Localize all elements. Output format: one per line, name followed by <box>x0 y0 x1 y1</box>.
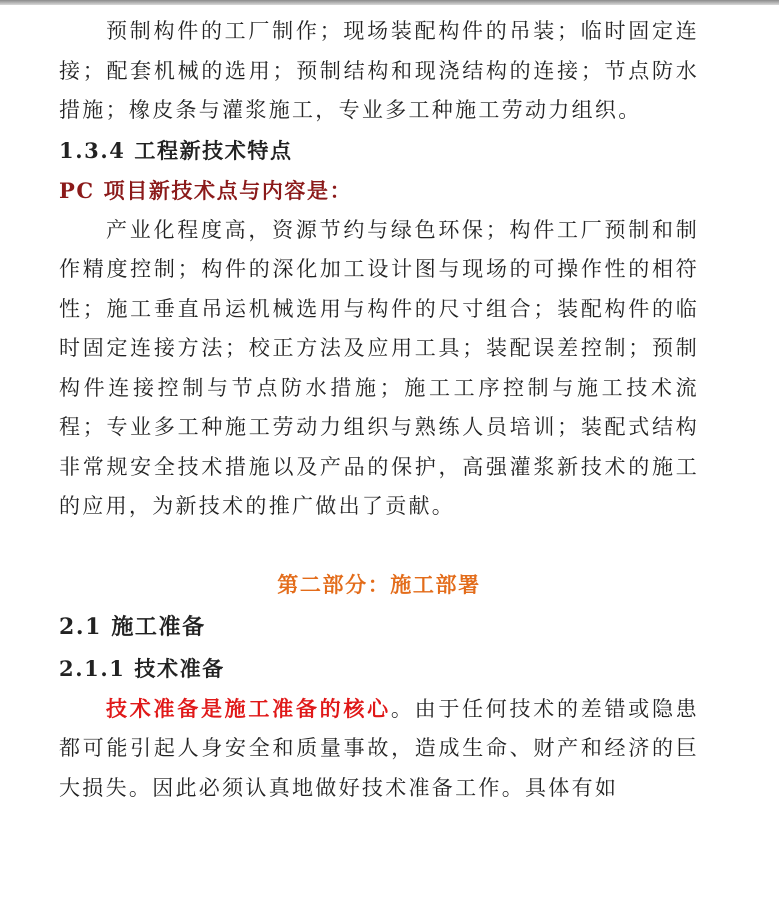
tech-prep-emphasis: 技术准备是施工准备的核心 <box>106 695 391 721</box>
heading-2-1: 2.1 施工准备 <box>59 613 206 640</box>
pc-new-tech-paragraph: 产业化程度高，资源节约与绿色环保；构件工厂预制和制作精度控制；构件的深化加工设计图与现场的可操作性的相符性；施工垂直吊运机械选用与构件的尺寸组合；装配构件的临时固定连接方法；校正方法及应用工具；装配误差控制；预制构件连接控制与节点防水措施；施工工序控制与施工技术流程；专业多工种施工劳动力组织与熟练人员培训；装配式结构非常规安全技术措施以及产品的保护，高强灌浆新技术的施工的应用，为新技术的推广做出了贡献。 <box>59 217 699 518</box>
continued-paragraph: 预制构件的工厂制作；现场装配构件的吊装；临时固定连接；配套机械的选用；预制结构和现浇结构的连接；节点防水措施；橡皮条与灌浆施工，专业多工种施工劳动力组织。 <box>59 19 699 122</box>
tech-prep-paragraph <box>59 689 699 809</box>
window-top-edge <box>0 0 779 5</box>
tech-prep-text: 。由于任何技术的差错或隐患都可能引起人身安全和质量事故，造成生命、财产和经济的巨大损失。因此必须认真地做好技术准备工作。具体有如 <box>59 696 699 800</box>
heading-1-3-4: 1.3.4 工程新技术特点 <box>59 137 293 163</box>
document-page <box>59 12 699 808</box>
part-two-title: 第二部分：施工部署 <box>277 571 481 597</box>
section-spacer <box>59 527 699 565</box>
pc-new-tech-heading: PC 项目新技术点与内容是： <box>59 177 353 203</box>
heading-2-1-1: 2.1.1 技术准备 <box>59 655 225 681</box>
